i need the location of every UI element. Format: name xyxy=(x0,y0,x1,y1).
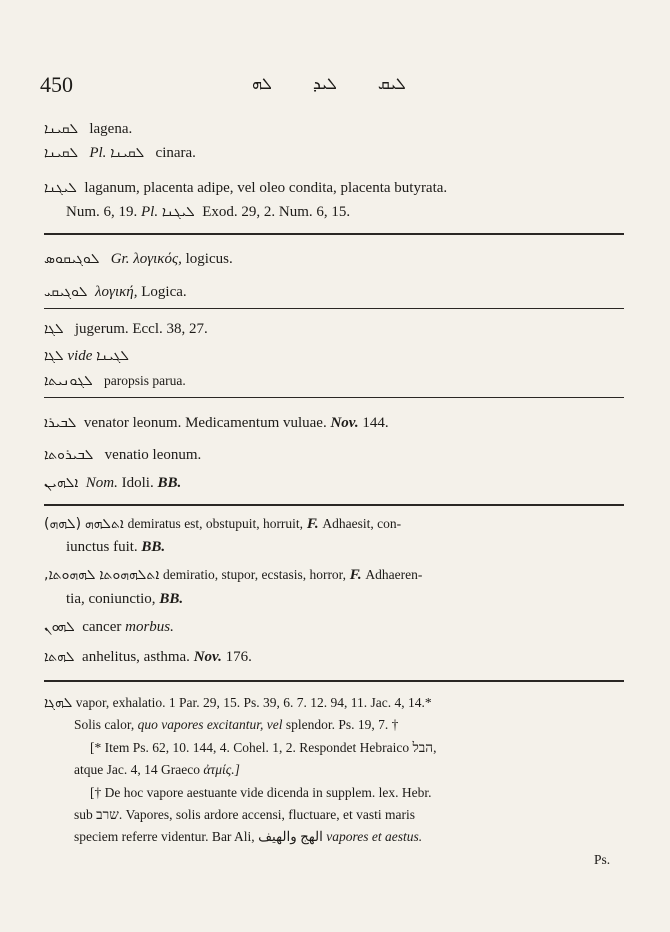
definition: demiratus est, obstupuit, horruit, xyxy=(127,516,304,531)
definition: laganum, placenta adipe, vel oleo condita, placenta butyrata. xyxy=(84,180,448,196)
entry-line xyxy=(44,618,174,636)
greek-word: ἀτμίς.] xyxy=(203,762,240,777)
source-abbrev: BB. xyxy=(159,591,184,607)
definition: vapor, exhalatio. 1 Par. 29, 15. Ps. 39, 6. 7. 12. 94, 11. Jac. 4, 14.* xyxy=(75,695,432,710)
syriac-headword: ܠܒܝܪܐ xyxy=(44,415,77,431)
definition: Adhaesit, con- xyxy=(322,516,402,531)
syriac-word: ܐܬܠܗܗܘܬܐ xyxy=(99,567,160,583)
running-head-word: ܠܗ xyxy=(252,74,272,93)
syriac-word: ܠܩܝܢܐ xyxy=(110,145,145,161)
footnote-line xyxy=(90,739,436,757)
hebrew-word: הבל, xyxy=(412,740,437,755)
entry-line xyxy=(44,648,252,666)
syriac-headword: ܠܩܝܢܐ xyxy=(44,145,79,161)
syriac-headword: ܠܗܘܢ xyxy=(44,619,75,635)
plural-label: Pl. xyxy=(89,145,107,161)
definition: Logica. xyxy=(141,284,187,300)
page-number: 450 xyxy=(40,72,73,97)
definition-italic: vapores et aestus. xyxy=(326,829,423,844)
definition: anhelitus, asthma. xyxy=(82,649,190,665)
entry-line xyxy=(44,320,208,338)
language-label: Gr. xyxy=(110,251,130,267)
syriac-headword: ܠܓܐ xyxy=(44,321,64,337)
section-divider xyxy=(44,233,624,235)
entry-line xyxy=(44,179,447,197)
source-abbrev: Nov. xyxy=(193,649,222,665)
catchword xyxy=(594,851,610,869)
definition: paropsis parua. xyxy=(103,373,186,388)
footnote-line xyxy=(74,828,422,846)
definition: lagena. xyxy=(89,121,133,137)
running-head-word: ܠܝܩ xyxy=(377,74,406,93)
entry-line xyxy=(44,515,401,533)
arabic-word: الهج والهيف xyxy=(258,829,323,844)
definition: venatio leonum. xyxy=(104,447,202,463)
syriac-word: ܠܝܓܢܐ xyxy=(161,204,195,220)
syriac-headword: ܠܗܗܘܬܐ, xyxy=(44,567,96,583)
syriac-headword: ܠܘܓܝܩܘܣ xyxy=(44,251,100,267)
entry-line xyxy=(44,283,187,301)
definition-italic: quo vapores excitantur, vel xyxy=(137,717,283,732)
definition: demiratio, stupor, ecstasis, horror, xyxy=(163,567,347,582)
syriac-headword: ܠܗܓܐ xyxy=(44,695,73,711)
plural-label: Pl. xyxy=(141,204,159,220)
footnote-text: atque Jac. 4, 14 Graeco xyxy=(74,762,200,777)
reference: 144. xyxy=(362,415,389,431)
section-divider xyxy=(44,504,624,506)
entry-line xyxy=(66,203,350,221)
footnote-line xyxy=(74,761,240,779)
entry-line xyxy=(44,474,181,492)
entry-line xyxy=(66,590,183,608)
definition: iunctus fuit. xyxy=(66,539,138,555)
running-head-word: ܠܝܕ xyxy=(312,74,337,93)
definition: logicus. xyxy=(185,251,233,267)
definition: cinara. xyxy=(155,145,196,161)
hebrew-word: שרב. xyxy=(96,807,123,822)
syriac-headword: ܠܩܝܢܐ xyxy=(44,121,79,137)
reference: 176. xyxy=(225,649,252,665)
grammar-label: Nom. xyxy=(85,475,118,491)
entry-line xyxy=(44,250,233,268)
cross-reference-label: vide xyxy=(67,348,93,364)
entry-line xyxy=(44,446,201,464)
syriac-headword: ܐܠܗܝܢ xyxy=(44,475,79,491)
definition: splendor. Ps. 19, 7. † xyxy=(285,717,399,732)
source-abbrev: BB. xyxy=(141,539,166,555)
definition-italic: morbus. xyxy=(125,619,174,635)
footnote-text: [* Item Ps. 62, 10. 144, 4. Cohel. 1, 2. Respondet Hebraico xyxy=(90,740,410,755)
entry-line xyxy=(44,694,432,712)
syriac-headword: ܠܘܓܝܩܝ xyxy=(44,284,88,300)
reference: Exod. 29, 2. Num. 6, 15. xyxy=(202,204,351,220)
running-head xyxy=(234,74,424,94)
section-divider xyxy=(44,397,624,398)
section-divider xyxy=(44,308,624,309)
definition: Solis calor, xyxy=(74,717,135,732)
entry-line xyxy=(66,538,165,556)
footnote-text: speciem referre videntur. Bar Ali, xyxy=(74,829,255,844)
entry-line xyxy=(44,566,422,584)
source-abbrev: Nov. xyxy=(330,415,359,431)
source-abbrev: BB. xyxy=(157,475,182,491)
syriac-root: (ܠܗܗ) xyxy=(44,516,82,532)
entry-line xyxy=(44,372,186,390)
footnote-line xyxy=(90,784,432,802)
footnote-text: Vapores, solis ardore accensi, fluctuare, et vasti maris xyxy=(125,807,415,822)
entry-line xyxy=(44,120,132,138)
definition: venator leonum. Medicamentum vuluae. xyxy=(83,415,327,431)
syriac-headword: ܠܝܓܢܐ xyxy=(44,180,77,196)
syriac-headword: ܠܓܐ xyxy=(44,348,64,364)
entry-line xyxy=(44,144,196,162)
definition: tia, coniunctio, xyxy=(66,591,156,607)
definition: cancer xyxy=(82,619,122,635)
footnote-text: sub xyxy=(74,807,93,822)
reference: Num. 6, 19. xyxy=(66,204,138,220)
source-abbrev: F. xyxy=(306,516,319,532)
syriac-headword: ܐܬܠܗܗ xyxy=(84,516,124,532)
definition: jugerum. Eccl. 38, 27. xyxy=(74,321,208,337)
footnote-line xyxy=(74,806,415,824)
greek-word: λογικός, xyxy=(133,251,182,267)
source-abbrev: F. xyxy=(349,567,362,583)
entry-line xyxy=(44,347,129,365)
syriac-headword: ܠܗܬܐ xyxy=(44,649,75,665)
syriac-headword: ܠܓܘܢܝܬܐ xyxy=(44,373,93,389)
footnote-text: [† De hoc vapore aestuante vide dicenda in supplem. lex. Hebr. xyxy=(90,785,432,800)
syriac-word: ܠܓܝܢܐ xyxy=(96,348,130,364)
footnote-text: Ps. xyxy=(594,852,611,867)
syriac-headword: ܠܒܝܪܘܬܐ xyxy=(44,447,94,463)
definition: Idoli. xyxy=(121,475,154,491)
definition: Adhaeren- xyxy=(365,567,423,582)
entry-line xyxy=(74,716,398,734)
section-divider xyxy=(44,680,624,682)
entry-line xyxy=(44,414,389,432)
greek-word: λογική, xyxy=(95,284,138,300)
